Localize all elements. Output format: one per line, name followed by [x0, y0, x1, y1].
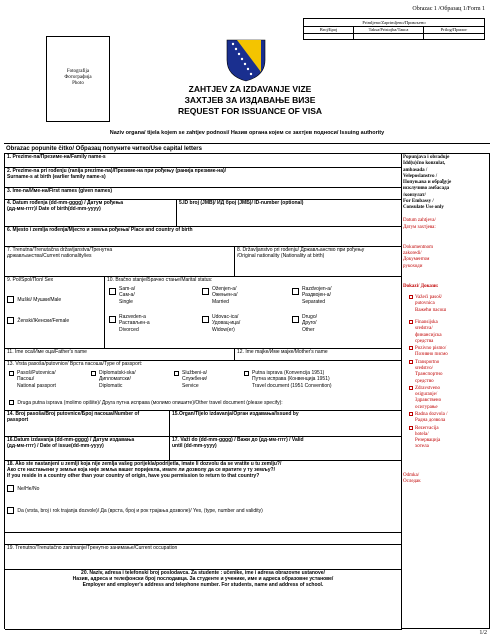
field-9-label: 9. Pol/Spol/Пол/ Sex	[7, 277, 54, 283]
single-label-3: Single	[119, 298, 133, 305]
proof-passport-checkbox[interactable]	[409, 295, 413, 299]
field-10-label: 10. Bračno stanje/Брачно стање/Marital status:	[107, 277, 213, 283]
proof-invitation-1: Pozivno pismo/	[415, 346, 447, 352]
passport-travel-doc[interactable]	[244, 370, 332, 389]
travel-doc-label-2: Путна исправа (Конвенција 1951)	[252, 376, 330, 383]
proof-transport-3: Транспортно	[415, 372, 443, 378]
consulate-sidebar	[401, 153, 490, 629]
divorced-label-2: Растављен-а	[119, 320, 150, 327]
field-6-label: 6. Mjesto i zemlja rođenja/Мјесто и земља рођења/ Place and country of birth	[7, 227, 193, 233]
sidebar-header-4: Veleposlanstvo /	[403, 173, 438, 179]
official-use-box	[303, 18, 485, 40]
proof-insurance-2: osiguranje/	[415, 392, 438, 398]
proof-insurance[interactable]	[409, 386, 487, 411]
field-id-number[interactable]	[177, 200, 402, 227]
proof-work-permit-2: Радна дозвола	[415, 418, 446, 424]
service-label-1: Službeni-a/	[182, 370, 208, 376]
proof-transport-1: Transportno	[415, 359, 440, 365]
field-4-label-a: 4. Datum rođenja (dd-mm-gggg) / Датум рођења	[7, 200, 123, 206]
field-1-label: 1. Prezime-na/Презиме-на/Family name-s	[7, 154, 106, 160]
passport-national[interactable]	[9, 370, 56, 389]
other-marital-label-1: Drugo/	[302, 314, 318, 320]
field-valid-until[interactable]	[170, 437, 402, 461]
field-passport-type	[5, 361, 402, 411]
single-label-1: Sam-a/	[119, 286, 136, 292]
separated-label-2: Раздвојен-а/	[302, 292, 331, 299]
diplomatic-label-3: Diplomatic	[99, 382, 123, 389]
option-female[interactable]	[7, 317, 102, 325]
sidebar-header-1: Popunjava i obrađuje	[403, 155, 450, 160]
field-5-label: 5.ID broj (JMB)/ ИД број (ЈМБ)/ ID-number (optional)	[179, 200, 304, 206]
proof-passport[interactable]	[409, 295, 487, 314]
authority-label: Naziv organa/ tijela kojem se zahtjev podnosi/ Назив органа којем се захтјев подноси/ Issuing authority	[109, 130, 385, 136]
title-line-1: ZAHTJEV ZA IZDAVANJE VIZE	[188, 84, 312, 94]
service-label-2: Службени/	[182, 376, 208, 383]
sidebar-header-2: Idd(u)čno konzulat,	[403, 161, 446, 167]
married-label-2: Ожењен-а/	[212, 292, 238, 299]
passport-other[interactable]	[9, 400, 283, 407]
option-yes[interactable]	[7, 507, 399, 515]
col-broj: Broj/Број	[304, 27, 354, 33]
single-checkbox[interactable]	[109, 288, 116, 295]
proof-hotel[interactable]	[409, 426, 487, 451]
photo-label-1: Fotografija	[66, 69, 90, 74]
field-7-label-a: 7. Trenutna/Trenutačna državljanstva/Тренутна	[7, 247, 113, 253]
sidebar-docs[interactable]	[403, 245, 487, 270]
national-label-1: Pasoš/Putovnica/	[17, 370, 56, 376]
national-label-2: Пасош/	[17, 376, 35, 383]
widowed-label-2: Удовац-ица/	[212, 320, 241, 327]
instruction-text: Obrazac popunite čitko/ Образац попуните читко/Use capital letters	[6, 146, 202, 152]
divorced-label-3: Divorced	[119, 326, 139, 333]
sidebar-header-5: Попуњава и обрађује	[403, 180, 452, 185]
spacer-row	[5, 533, 402, 545]
field-place-of-birth[interactable]	[5, 227, 402, 247]
field-return-permission	[5, 461, 402, 533]
col-taksa: Taksa/Pristojba/Такса	[354, 27, 424, 33]
field-11-label: 11. Ime oca/Име оца/Father's name	[7, 349, 87, 355]
proof-transport[interactable]	[409, 360, 487, 385]
proof-funds-checkbox[interactable]	[409, 320, 413, 324]
field-issued-by[interactable]	[170, 411, 402, 437]
field-current-occupation[interactable]	[5, 545, 402, 570]
proof-hotel-2: hotela/	[415, 431, 429, 437]
sidebar-remarks[interactable]	[403, 473, 487, 486]
sidebar-remarks-2: Оследак	[403, 478, 421, 484]
field-father-name[interactable]	[5, 349, 235, 361]
form-title	[155, 84, 345, 117]
sidebar-date-1: Datum zahtjeva/	[403, 218, 436, 224]
travel-doc-label-1: Putna isprava (Konvencija 1951)	[252, 370, 325, 376]
field-4-label-b: (дд-мм-гггг)/ Date of birth(dd-mm-yyyy)	[7, 205, 101, 212]
proof-funds-2: sredstva/	[415, 326, 433, 332]
field-13-label: 13. Vrsta pasoša/putovnice/ Врста пасоша/Type of passport:	[7, 361, 143, 367]
separated-checkbox[interactable]	[292, 288, 299, 295]
field-14-label-a: 14. Broj pasoša/Broj putovnice/Број пасоша/Number of	[7, 411, 140, 417]
other-passport-label: Druga putna isprava (molimo opišite)/ Друга путна исправа (молимо опишите)/Other travel document (please specify):	[17, 399, 283, 406]
field-marital-status	[105, 277, 402, 349]
authority-field[interactable]	[4, 128, 490, 144]
sidebar-header-8: For Embassy /	[403, 198, 434, 204]
sidebar-header-9: Consulate Use only	[403, 205, 444, 210]
col-prilog: Prilog/Прилог	[440, 27, 468, 32]
diplomatic-checkbox[interactable]	[91, 371, 96, 376]
yes-label: Da (vrsta, broj i rok trajanja dozvole)/ Да (врста, број и рок трајања дозволе)/ Yes, (type, number and validity)	[17, 507, 263, 514]
travel-doc-label-3: Travel document (1951 Convention)	[252, 382, 332, 389]
field-mother-name[interactable]	[235, 349, 402, 361]
marital-widowed[interactable]	[202, 314, 240, 333]
proof-hotel-4: хотела	[415, 444, 429, 450]
sidebar-date[interactable]	[403, 218, 487, 231]
field-7-label-b: држављанства/Current nationality/ies	[7, 252, 92, 259]
proof-insurance-3: Здравствено	[415, 398, 442, 404]
proof-hotel-3: Резервација	[415, 438, 441, 444]
field-17-label-a: 17. Važi do (dd-mm-gggg) / Важи до (дд-мм-гггг) / Valid	[172, 437, 304, 443]
field-17-label-b: until (dd-mm-yyyy)	[172, 442, 217, 449]
married-checkbox[interactable]	[202, 288, 209, 295]
sidebar-docs-2: zakoredi/	[403, 251, 422, 256]
proof-hotel-1: Rezervacija	[415, 425, 439, 431]
field-2-label-b: Surname-s at birth (earlier family name-s)	[7, 173, 106, 180]
widowed-label-1: Udovac-ica/	[212, 314, 239, 320]
diplomatic-label-1: Diplomatski-ska/	[99, 370, 136, 376]
other-marital-label-2: Друго/	[302, 320, 317, 327]
field-surname-at-birth[interactable]	[5, 168, 402, 188]
sidebar-header-7: /конзулат/	[403, 192, 426, 198]
field-passport-number[interactable]	[5, 411, 170, 437]
other-passport-checkbox[interactable]	[9, 400, 14, 405]
field-3-label: 3. Ime-na/Име-на/First names (given names)	[7, 188, 113, 194]
travel-doc-checkbox[interactable]	[244, 371, 249, 376]
proof-passport-3: Важећи пасош	[415, 307, 447, 313]
proof-funds-4: средства	[415, 338, 434, 344]
proof-insurance-checkbox[interactable]	[409, 386, 413, 390]
field-12-label: 12. Ime majke/Име мајке/Mother's name	[237, 349, 328, 355]
main-form	[4, 153, 401, 629]
field-15-label: 15.Organ/Tijelo izdavanja/Орган издавања/Issued by	[172, 411, 299, 417]
field-16-label-b: (дд-мм-гггг) / Date of issue(dd-mm-yyyy)	[7, 442, 104, 449]
other-marital-checkbox[interactable]	[292, 316, 299, 323]
option-no[interactable]	[7, 485, 399, 493]
sidebar-header-6: исклучиво амбасада	[403, 186, 450, 192]
photo-label-2: Фотографија	[64, 74, 92, 80]
field-date-of-birth[interactable]	[5, 200, 177, 227]
married-label-3: Married	[212, 298, 229, 305]
field-16-label-a: 16.Datum izdavanja (dd-mm-gggg) / Датум издавања	[7, 437, 135, 443]
field-sex	[5, 277, 105, 349]
field-8-label-a: 8. Državljanstvo pri rođenju/ Држављанство при рођењу	[237, 247, 365, 253]
proof-invitation-checkbox[interactable]	[409, 346, 413, 350]
sidebar-header-3: ambasada /	[403, 167, 428, 173]
widowed-label-3: Widow(er)	[212, 326, 235, 333]
national-label-3: National passport	[17, 382, 56, 389]
field-8-label-b: /Original nationality (Nationality at birth)	[237, 252, 325, 259]
field-18-label-b: Ако сте настањени у земљи која није земља вашег поријекла, имате ли дозволу да се вратите у ту земљу?/	[7, 466, 276, 473]
sidebar-docs-3: Документом	[403, 257, 430, 263]
female-checkbox[interactable]	[7, 317, 14, 324]
field-family-name[interactable]	[5, 154, 402, 168]
coat-of-arms-icon	[225, 38, 267, 82]
form-number: Obrazac 1 /Образац 1/Form 1	[412, 6, 485, 12]
widowed-checkbox[interactable]	[202, 316, 209, 323]
separated-label-1: Razdvojen-a/	[302, 286, 332, 292]
option-male[interactable]	[7, 296, 102, 304]
proof-transport-4: средство	[415, 378, 434, 384]
proof-passport-2: putovnica	[415, 301, 435, 307]
sidebar-remarks-1: Odmka/	[403, 472, 420, 478]
field-20-label-c: Employer and employer's address and telephone number. For students, name and address of school.	[82, 581, 324, 588]
passport-service[interactable]	[174, 370, 207, 389]
proof-invitation-2: Позивно писмо	[415, 352, 448, 358]
male-label: Muški/ Мушки/Male	[17, 296, 62, 303]
proof-transport-checkbox[interactable]	[409, 360, 413, 364]
proof-transport-2: sredstvo/	[415, 366, 434, 372]
marital-single[interactable]	[109, 286, 135, 305]
field-current-nationality[interactable]	[5, 247, 235, 277]
yes-checkbox[interactable]	[7, 507, 14, 514]
marital-separated[interactable]	[292, 286, 331, 305]
sidebar-date-2: Датум захтјева:	[403, 224, 436, 230]
proof-funds-3: финансијска	[415, 332, 442, 338]
no-checkbox[interactable]	[7, 485, 14, 492]
passport-diplomatic[interactable]	[91, 370, 136, 389]
sidebar-proofs-label: Dokazi/ Докази:	[403, 283, 439, 289]
sidebar-header	[403, 155, 487, 211]
proof-insurance-4: осигурање	[415, 404, 438, 410]
service-checkbox[interactable]	[174, 371, 179, 376]
proof-funds-1: Finansijska	[415, 320, 438, 326]
official-use-title: Primljeno/Zaprimljeno/Примљено	[304, 19, 484, 27]
title-line-2: ЗАХТЈЕВ ЗА ИЗДАВАЊЕ ВИЗЕ	[184, 95, 316, 106]
photo-label-3: Photo	[72, 80, 84, 86]
separated-label-3: Separated	[302, 298, 326, 305]
married-label-1: Oženjen-a/	[212, 286, 237, 292]
divorced-checkbox[interactable]	[109, 316, 116, 323]
proof-insurance-1: Zdravstveno	[415, 385, 440, 391]
proof-work-permit-1: Radna dozvola /	[415, 412, 448, 418]
field-2-label-a: 2. Prezime-na pri rođenju (ranija prezime-na)/Презиме-на при рођењу (ранија презиме-на)/	[7, 168, 227, 174]
page-number: 1/2	[479, 630, 487, 636]
male-checkbox[interactable]	[7, 296, 14, 303]
proof-invitation[interactable]	[409, 346, 487, 359]
proof-funds[interactable]	[409, 320, 487, 345]
single-label-2: Сам-а/	[119, 292, 135, 299]
proof-work-permit-checkbox[interactable]	[409, 412, 413, 416]
proof-passport-1: Važeći pasoš/	[415, 295, 443, 301]
title-line-3: REQUEST FOR ISSUANCE OF VISA	[177, 106, 323, 117]
field-20-label-a: 20. Naziv, adresa i telefonski broj poslodavca. Za studente : učenike, ime i adresa obrazovne ustanove/	[81, 570, 325, 576]
sidebar-docs-1: Dokumentnom	[403, 244, 433, 250]
field-first-names[interactable]	[5, 188, 402, 200]
field-18-label-a: 18. Ako ste nastanjeni u zemlji koja nije zemlja vašeg porijekla/podrijetla, imate li dozvolu da se vratite u tu zemlju?/	[7, 461, 282, 467]
female-label: Ženski/Женски/Female	[17, 318, 70, 325]
field-employer[interactable]	[5, 570, 402, 630]
no-label: Ne/Не/No	[17, 486, 40, 493]
field-date-of-issue[interactable]	[5, 437, 170, 461]
marital-other[interactable]	[292, 314, 317, 333]
photo-box	[46, 36, 110, 122]
sidebar-docs-4: рукоходи	[403, 263, 423, 269]
marital-married[interactable]	[202, 286, 237, 305]
proof-work-permit[interactable]	[409, 412, 487, 425]
proof-hotel-checkbox[interactable]	[409, 426, 413, 430]
service-label-3: Service	[182, 382, 199, 389]
field-20-label-b: Назив, адреса и телефонски број послодавца. За студенте и ученике, име и адреса образовне установе/	[72, 575, 334, 582]
field-18-label-c: If you reside in a country other than your country of origin, have you permission to return to that country?	[7, 472, 260, 479]
other-marital-label-3: Other	[302, 326, 315, 333]
field-14-label-b: passport	[7, 416, 29, 423]
field-original-nationality[interactable]	[235, 247, 402, 277]
national-passport-checkbox[interactable]	[9, 371, 14, 376]
field-19-label: 19. Trenutno/Trenutačno zanimanje/Тренутно занимање/Current occupation	[7, 545, 178, 551]
diplomatic-label-2: Дипломатски/	[99, 376, 131, 383]
divorced-label-1: Razveden-a	[119, 314, 146, 320]
marital-divorced[interactable]	[109, 314, 150, 333]
